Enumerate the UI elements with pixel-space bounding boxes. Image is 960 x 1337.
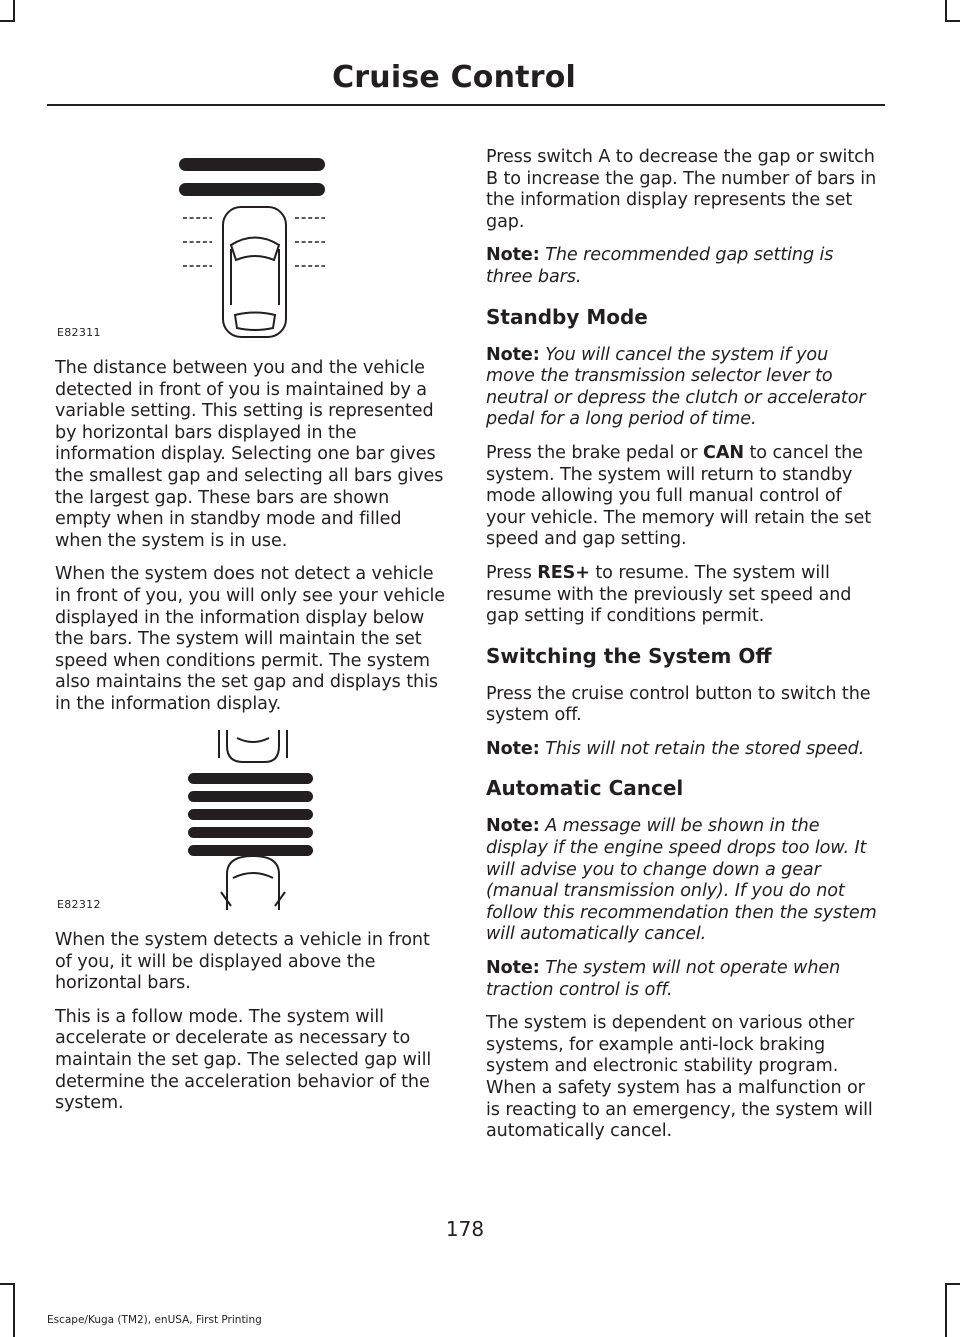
text-run: Press — [486, 562, 538, 583]
crop-mark-bottom-right-h — [945, 1283, 960, 1285]
own-vehicle-icon — [223, 207, 286, 337]
paragraph — [486, 443, 878, 551]
crop-mark-top-left-h — [0, 20, 15, 22]
paragraph: The distance between you and the vehicle detected in front of you is maintained by a variable setting. This setting is represented by horizontal bars displayed in the information display. Selecting one bar gives the smallest gap and selecting all bars gives the largest gap. These bars are shown empty when in standby mode and filled when the system is in use. — [55, 358, 444, 551]
text-run: Press the brake pedal or — [486, 442, 704, 463]
paragraph: This is a follow mode. The system will accelerate or decelerate as necessary to maintain the set gap. The selected gap will determine the acceleration behavior of the system. — [55, 1006, 432, 1114]
note — [486, 245, 878, 288]
paragraph: Press the cruise control button to switch the system off. — [486, 683, 871, 726]
res-label: RES+ — [537, 562, 590, 583]
footer-edition: Escape/Kuga (TM2), enUSA, First Printing — [47, 1314, 262, 1326]
note-text: The system will not operate when traction control is off. — [486, 958, 841, 1000]
note-label: Note: — [486, 245, 540, 266]
note-text: The recommended gap setting is three bars. — [486, 245, 834, 287]
text-run: to resume. The system will resume with the previously set speed and gap setting if conditions permit. — [486, 562, 852, 627]
paragraph: When the system does not detect a vehicle in front of you, you will only see your vehicle displayed in the information display below the bars. The system will maintain the set speed when conditions permit. The system also maintains the set gap and displays this in the information display. — [55, 564, 446, 714]
figure-code: E82312 — [57, 898, 101, 911]
crop-mark-bottom-left-h — [0, 1283, 15, 1285]
crop-mark-top-right — [945, 0, 947, 20]
crop-mark-bottom-left — [13, 1283, 15, 1337]
paragraph — [486, 563, 878, 628]
note — [486, 345, 878, 431]
figure-code: E82311 — [57, 326, 101, 339]
gap-bars-vehicle-ahead-illustration — [55, 728, 447, 913]
gap-display-figure-standby — [55, 150, 447, 345]
note-label: Note: — [486, 816, 540, 837]
header-divider — [47, 104, 885, 106]
own-vehicle-icon — [221, 856, 285, 910]
note-text: You will cancel the system if you move the transmission selector lever to neutral or depress the clutch or accelerator pedal for a long period of time. — [486, 344, 866, 430]
section-heading-switch-off: Switching the System Off — [486, 643, 772, 668]
note — [486, 958, 878, 1001]
page-title: Cruise Control — [332, 60, 576, 95]
note-label: Note: — [486, 738, 540, 759]
right-column — [486, 147, 878, 1155]
crop-mark-bottom-right — [945, 1283, 947, 1337]
lead-vehicle-icon — [219, 730, 287, 762]
can-label: CAN — [703, 442, 744, 463]
note — [486, 816, 878, 946]
note-label: Note: — [486, 958, 540, 979]
left-column-upper — [55, 358, 447, 728]
text-run: to cancel the system. The system will return to standby mode allowing you full manual control of your vehicle. The memory will retain the set speed and gap setting. — [486, 442, 871, 550]
note-text: A message will be shown in the display if the engine speed drops too low. It will advise you to change down a gear (manual transmission only). If you do not follow this recommendation then the system will automatically cancel. — [486, 816, 877, 945]
paragraph: When the system detects a vehicle in front of you, it will be displayed above the horizontal bars. — [55, 930, 430, 994]
crop-mark-top-left — [13, 0, 15, 20]
section-heading-standby: Standby Mode — [486, 304, 648, 329]
page-number: 178 — [445, 1217, 485, 1241]
paragraph: The system is dependent on various other systems, for example anti-lock braking system and electronic stability program. When a safety system has a malfunction or is reacting to an emergency, the system will automatically cancel. — [486, 1013, 873, 1142]
crop-mark-top-right-h — [945, 20, 960, 22]
gap-bars-own-vehicle-illustration — [55, 150, 447, 345]
gap-display-figure-follow — [55, 728, 447, 913]
note-label: Note: — [486, 344, 540, 365]
section-heading-automatic-cancel: Automatic Cancel — [486, 776, 684, 801]
note — [486, 739, 878, 761]
note-text: This will not retain the stored speed. — [545, 738, 865, 759]
left-column-lower — [55, 930, 447, 1127]
paragraph: Press switch A to decrease the gap or switch B to increase the gap. The number of bars in the information display represents the set gap. — [486, 147, 877, 232]
